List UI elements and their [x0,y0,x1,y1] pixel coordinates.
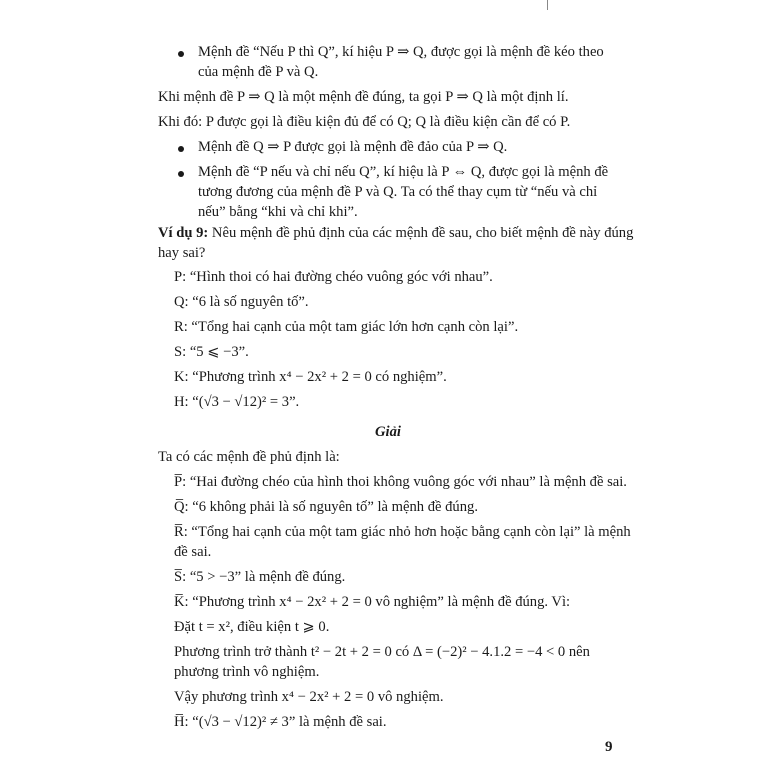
text-line: Mệnh đề “P nếu và chỉ nếu Q”, kí hiệu là P ⇔ Q, được gọi là mệnh đề [198,164,609,180]
text-line: Mệnh đề “Nếu P thì Q”, kí hiệu P ⇒ Q, được gọi là mệnh đề kéo theo [198,44,604,60]
text-line: đề sai. [174,544,212,560]
text-line: Ta có các mệnh đề phủ định là: [158,449,340,465]
text-line: phương trình vô nghiệm. [174,664,320,680]
text-line: Đặt t = x², điều kiện t ⩾ 0. [174,619,330,635]
negation-p: P̅: “Hai đường chéo của hình thoi không vuông góc với nhau” là mệnh đề sai. [174,474,627,490]
statement-s: S: “5 ⩽ −3”. [174,344,249,360]
negation-h: H̅: “(√3 − √12)² ≠ 3” là mệnh đề sai. [174,714,387,730]
statement-h: H: “(√3 − √12)² = 3”. [174,394,300,410]
text-line: hay sai? [158,245,206,261]
text-line: Phương trình trở thành t² − 2t + 2 = 0 có Δ = (−2)² − 4.1.2 = −4 < 0 nên [174,644,590,660]
example-label: Ví dụ 9: [158,225,209,241]
negation-s: S̅: “5 > −3” là mệnh đề đúng. [174,569,346,585]
text-line: Vậy phương trình x⁴ − 2x² + 2 = 0 vô nghiệm. [174,689,444,705]
statement-r: R: “Tổng hai cạnh của một tam giác lớn hơn cạnh còn lại”. [174,319,519,335]
negation-q: Q̅: “6 không phải là số nguyên tố” là mệnh đề đúng. [174,499,478,515]
text-line: Khi mệnh đề P ⇒ Q là một mệnh đề đúng, ta gọi P ⇒ Q là một định lí. [158,89,569,105]
example-line [158,224,633,243]
text-line: nếu” bằng “khi và chỉ khi”. [198,204,358,220]
bullet-icon [178,171,184,177]
text-line: của mệnh đề P và Q. [198,64,319,80]
negation-r: R̅: “Tổng hai cạnh của một tam giác nhỏ hơn hoặc bằng cạnh còn lại” là mệnh [174,524,631,540]
text-line: Mệnh đề Q ⇒ P được gọi là mệnh đề đảo của P ⇒ Q. [198,139,508,155]
bullet-icon [178,51,184,57]
page-edge-mark [547,0,548,10]
text-line: Khi đó: P được gọi là điều kiện đủ để có Q; Q là điều kiện cần để có P. [158,114,571,130]
statement-k: K: “Phương trình x⁴ − 2x² + 2 = 0 có nghiệm”. [174,369,447,385]
statement-p: P: “Hình thoi có hai đường chéo vuông góc với nhau”. [174,269,493,285]
text-line: tương đương của mệnh đề P và Q. Ta có thể thay cụm từ “nếu và chỉ [198,184,598,200]
page-number: 9 [605,739,613,755]
example-text: Nêu mệnh đề phủ định của các mệnh đề sau, cho biết mệnh đề này đúng [208,225,634,241]
negation-k: K̅: “Phương trình x⁴ − 2x² + 2 = 0 vô nghiệm” là mệnh đề đúng. Vì: [174,594,571,610]
solution-heading: Giải [375,424,401,440]
bullet-icon [178,146,184,152]
statement-q: Q: “6 là số nguyên tố”. [174,294,309,310]
